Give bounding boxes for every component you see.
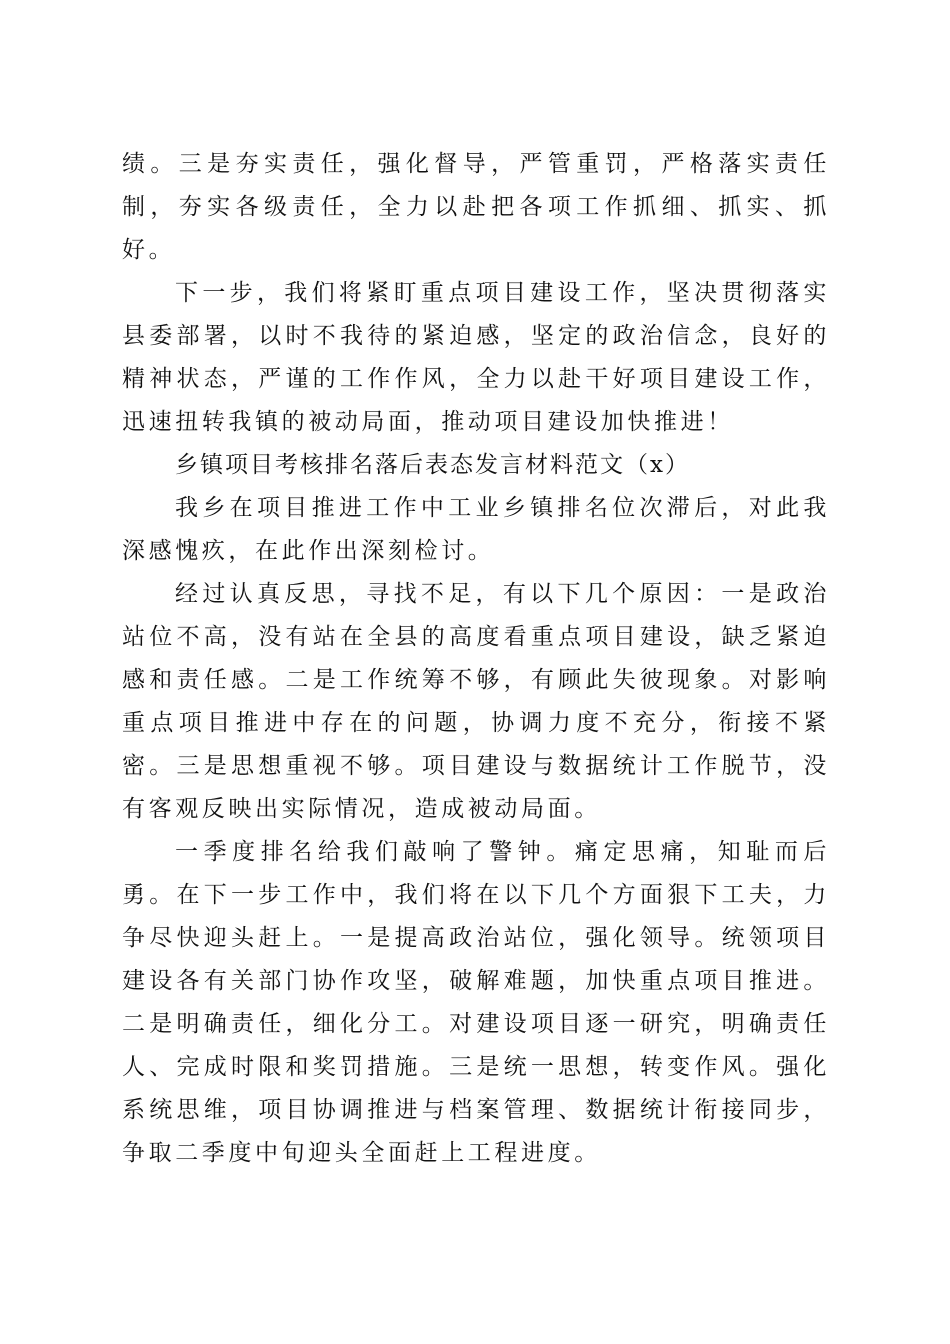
paragraph-continuation: 绩。三是夯实责任，强化督导，严管重罚，严格落实责任制，夯实各级责任，全力以赴把各项工作抓细、抓实、抓好。 xyxy=(122,151,830,263)
paragraph-measures: 一季度排名给我们敲响了警钟。痛定思痛，知耻而后勇。在下一步工作中，我们将在以下几个方面狠下工夫，力争尽快迎头赶上。一是提高政治站位，强化领导。统领项目建设各有关部门协作攻坚，破解难题，加快重点项目推进。二是明确责任，细化分工。对建设项目逐一研究，明确责任人、完成时限和奖罚措施。三是统一思想，转变作风。强化系统思维，项目协调推进与档案管理、数据统计衔接同步，争取二季度中旬迎头全面赶上工程进度。 xyxy=(122,839,830,1166)
paragraph-next-steps: 下一步，我们将紧盯重点项目建设工作，坚决贯彻落实县委部署，以时不我待的紧迫感，坚定的政治信念，良好的精神状态，严谨的工作作风，全力以赴干好项目建设工作，迅速扭转我镇的被动局面，推动项目建设加快推进！ xyxy=(122,280,830,435)
paragraph-reasons: 经过认真反思，寻找不足，有以下几个原因：一是政治站位不高，没有站在全县的高度看重点项目建设，缺乏紧迫感和责任感。二是工作统筹不够，有顾此失彼现象。对影响重点项目推进中存在的问题，协调力度不充分，衔接不紧密。三是思想重视不够。项目建设与数据统计工作脱节，没有客观反映出实际情况，造成被动局面。 xyxy=(122,581,830,822)
paragraph-intro: 我乡在项目推进工作中工业乡镇排名位次滞后，对此我深感愧疚，在此作出深刻检讨。 xyxy=(122,495,830,564)
section-heading: 乡镇项目考核排名落后表态发言材料范文（x） xyxy=(175,452,690,478)
document-body xyxy=(122,143,830,1175)
